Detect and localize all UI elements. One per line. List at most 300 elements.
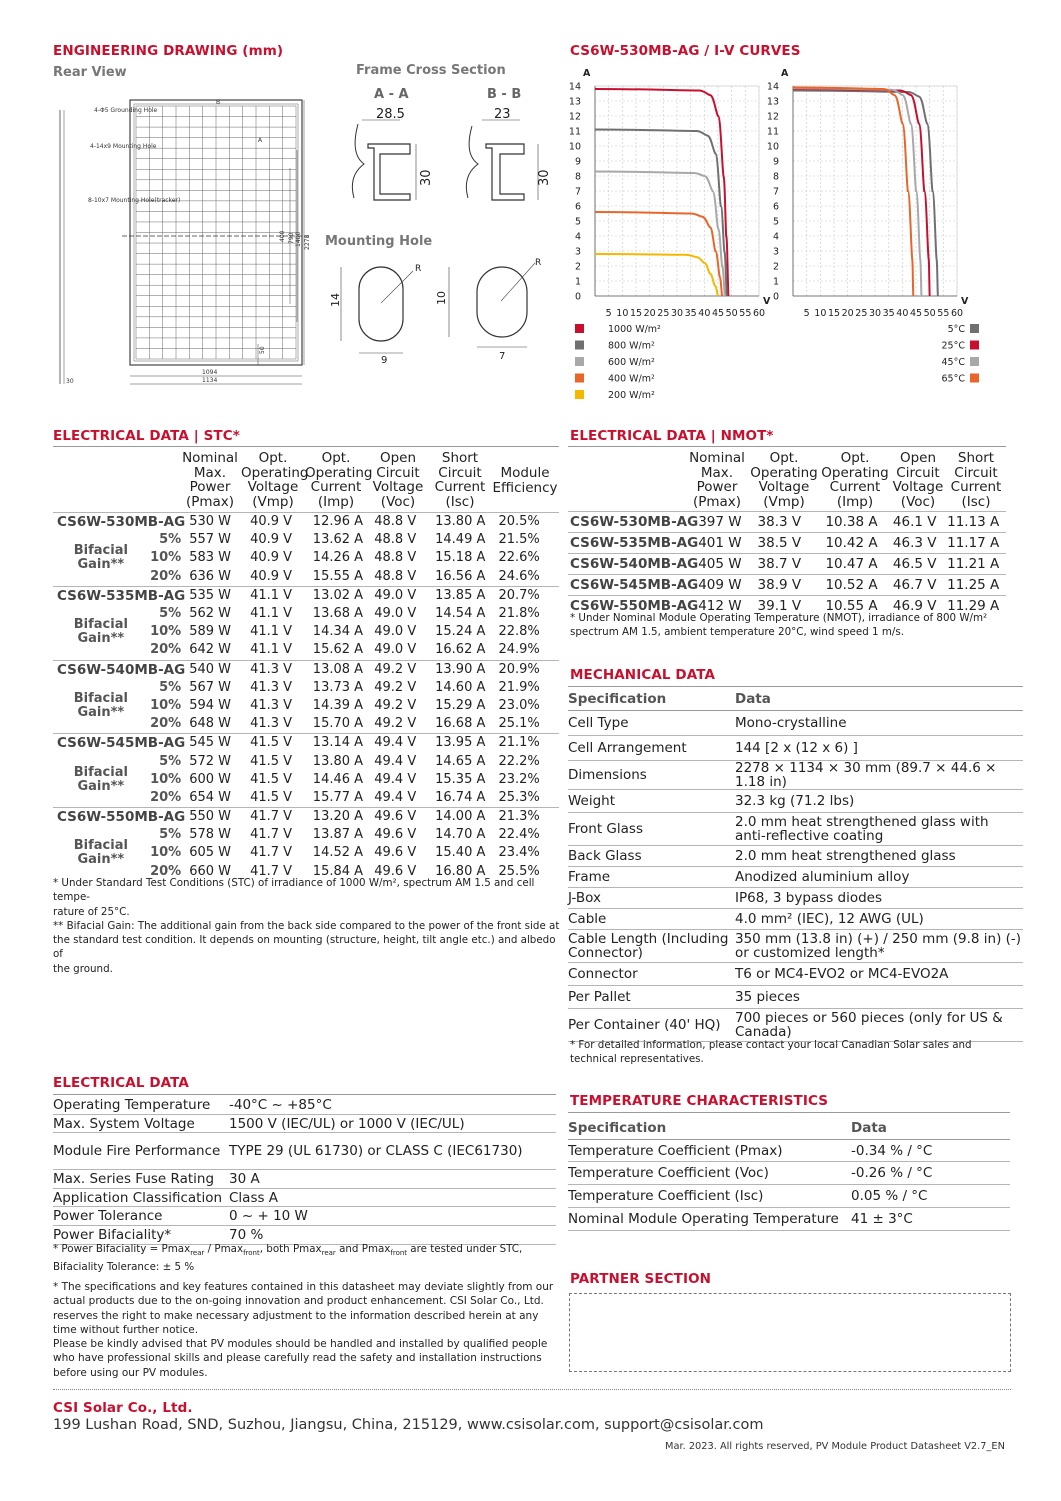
- mechanical-value: 35 pieces: [735, 986, 1023, 1009]
- nmot-cell: 397 W: [698, 512, 757, 533]
- stc-cell: 41.7 V: [250, 827, 293, 843]
- nmot-cell: 11.21 A: [947, 554, 1006, 575]
- legend-label: 25°C: [941, 340, 965, 352]
- mechanical-table: [568, 688, 1023, 1042]
- stc-cell: 41.3 V: [250, 679, 293, 695]
- temp-y-tick: 1: [772, 276, 779, 288]
- temp-x-tick: 20: [841, 308, 854, 319]
- stc-cell: 49.4 V: [374, 771, 417, 787]
- stc-cell: 14.65 A: [435, 753, 486, 769]
- nmot-row: [568, 512, 1006, 533]
- stc-model-name: CS6W-535MB-AG: [53, 586, 185, 605]
- temperature-key: Temperature Coefficient (Voc): [568, 1162, 851, 1185]
- frame-cross-section-drawing: [340, 104, 570, 214]
- mh-right-width: 7: [499, 351, 506, 362]
- mechanical-row: [568, 790, 1023, 813]
- stc-cell: 15.77 A: [312, 789, 364, 805]
- legend-label: 600 W/m²: [608, 357, 655, 368]
- bifacial-gain-label: Bifacial Gain**: [73, 838, 128, 868]
- gain-pct: 10%: [150, 550, 182, 566]
- stc-note-1b: rature of 25°C.: [53, 905, 130, 918]
- temp-y-tick: 4: [772, 231, 779, 243]
- stc-cell: 49.4 V: [374, 753, 417, 769]
- nmot-model-name: CS6W-530MB-AG: [568, 512, 698, 533]
- gain-pct: 10%: [150, 771, 182, 787]
- stc-cell: 41.1 V: [250, 642, 293, 658]
- bifacial-gain-label: Bifacial Gain**: [73, 690, 128, 720]
- partner-title: PARTNER SECTION: [570, 1271, 712, 1287]
- nmot-cell: 412 W: [698, 596, 757, 617]
- stc-header-col: Opt. Operating Voltage (Vmp): [241, 450, 309, 510]
- electrical-table: [53, 1096, 556, 1245]
- stc-model-row: [53, 586, 559, 605]
- nmot-cell: 405 W: [698, 554, 757, 575]
- mechanical-row: [568, 761, 1023, 790]
- electrical-key: Power Tolerance: [53, 1207, 229, 1226]
- stc-cell: 41.1 V: [246, 586, 309, 605]
- bb-height-dim: 30: [537, 169, 552, 186]
- iv-curves-chart: [565, 62, 985, 410]
- stc-cell: 13.95 A: [431, 734, 494, 753]
- iv-title: CS6W-530MB-AG / I-V CURVES: [570, 43, 801, 59]
- stc-cell: 41.3 V: [250, 697, 293, 713]
- stc-cell: 49.4 V: [370, 734, 431, 753]
- legend-label: 45°C: [941, 357, 965, 368]
- stc-cell: 15.70 A: [312, 716, 364, 732]
- irr-x-tick: 20: [643, 308, 656, 319]
- disclaimer-p1: * The specifications and key features contained in this datasheet may deviate slightly from our actual products due to the on-going innovation and product enhancement. CSI Solar Co., Ltd. reserves the right to make necessary adjustment to the information described herein at any time without further notice.: [53, 1281, 554, 1336]
- nmot-header-row: [568, 451, 1006, 513]
- legend-label: 65°C: [941, 373, 965, 385]
- stc-cell: 40.9 V: [250, 550, 293, 566]
- stc-model-name: CS6W-540MB-AG: [53, 660, 185, 679]
- mounting-hole-label: Mounting Hole: [325, 234, 433, 249]
- irr-x-tick: 35: [684, 308, 697, 319]
- footer-divider: [53, 1389, 1011, 1390]
- electrical-value: -40°C ~ +85°C: [229, 1096, 556, 1115]
- legend-swatch: [575, 324, 584, 333]
- stc-notes: [53, 876, 563, 976]
- legend-swatch: [575, 374, 584, 383]
- stc-cell: 49.6 V: [374, 845, 417, 861]
- mechanical-key: Cable: [568, 909, 735, 930]
- stc-cell: 15.35 A: [435, 771, 486, 787]
- dim-1400: 1400: [295, 231, 302, 247]
- nmot-model-name: CS6W-540MB-AG: [568, 554, 698, 575]
- stc-cell: 14.49 A: [435, 532, 486, 548]
- stc-cell: 49.2 V: [374, 679, 417, 695]
- irr-y-tick: 7: [574, 186, 581, 198]
- stc-cell: 14.46 A: [312, 771, 364, 787]
- mechanical-key: Front Glass: [568, 813, 735, 846]
- nmot-cell: 38.7 V: [758, 554, 826, 575]
- nmot-cell: 11.17 A: [947, 533, 1006, 554]
- irr-x-tick: 15: [629, 308, 643, 319]
- mechanical-row: [568, 1009, 1023, 1042]
- nmot-model-name: CS6W-550MB-AG: [568, 596, 698, 617]
- temp-y-tick: 11: [766, 126, 779, 138]
- mounting-hole-drawing: [325, 255, 555, 365]
- gain-pct: 20%: [150, 568, 182, 584]
- temp-x-tick: 45: [909, 308, 923, 319]
- electrical-row: [53, 1170, 556, 1189]
- irr-y-tick: 1: [574, 276, 581, 288]
- engineering-title: ENGINEERING DRAWING (mm): [53, 43, 284, 59]
- stc-cell: 21.1%: [494, 734, 559, 753]
- mechanical-note: * For detailed information, please contact your local Canadian Solar sales and technical representatives.: [570, 1039, 972, 1066]
- stc-cell: 578 W: [189, 827, 232, 843]
- irr-y-tick: 12: [568, 111, 581, 123]
- stc-cell: 13.87 A: [312, 827, 364, 843]
- mechanical-value: T6 or MC4-EVO2 or MC4-EVO2A: [735, 963, 1023, 986]
- electrical-row: [53, 1207, 556, 1226]
- legend-swatch: [575, 357, 584, 366]
- stc-cell: 13.20 A: [309, 808, 370, 827]
- footer-company: CSI Solar Co., Ltd.: [53, 1400, 193, 1416]
- gain-pct: 5%: [159, 606, 182, 622]
- gain-pct: 20%: [150, 863, 182, 879]
- mechanical-title: MECHANICAL DATA: [570, 667, 716, 683]
- mechanical-row: [568, 930, 1023, 963]
- footer-address: 199 Lushan Road, SND, Suzhou, Jiangsu, China, 215129, www.csisolar.com, support@csisolar.com: [53, 1417, 764, 1433]
- electrical-row: [53, 1096, 556, 1115]
- mechanical-value: 32.3 kg (71.2 lbs): [735, 790, 1023, 813]
- stc-table: [53, 512, 559, 881]
- nmot-cell: 38.3 V: [758, 512, 826, 533]
- stc-cell: 25.3%: [498, 789, 540, 805]
- temperature-key: Temperature Coefficient (Pmax): [568, 1140, 851, 1162]
- temp-x-tick: 5: [803, 308, 810, 319]
- legend-swatch: [970, 341, 979, 350]
- stc-cell: 562 W: [189, 606, 232, 622]
- stc-model-row: [53, 513, 559, 532]
- stc-header-col: Opt. Operating Current (Imp): [305, 450, 373, 510]
- stc-cell: 15.62 A: [312, 642, 364, 658]
- mechanical-value: Anodized aluminium alloy: [735, 867, 1023, 888]
- stc-cell: 15.55 A: [312, 568, 364, 584]
- mh-left-r: R: [415, 264, 422, 274]
- stc-cell: 594 W: [189, 697, 232, 713]
- legend-swatch: [575, 390, 584, 399]
- temp-x-tick: 60: [950, 308, 964, 319]
- stc-cell: 14.26 A: [312, 550, 364, 566]
- stc-cell: 49.2 V: [374, 716, 417, 732]
- nmot-model-name: CS6W-545MB-AG: [568, 575, 698, 596]
- mechanical-row: [568, 888, 1023, 909]
- legend-label: 200 W/m²: [608, 390, 655, 401]
- mechanical-key: Frame: [568, 867, 735, 888]
- irr-y-tick: 0: [574, 291, 581, 303]
- electrical-note: * Power Bifaciality = Pmax$_{rear}$ / Pmax$_{front}$, both Pmax$_{rear}$ and Pmax$_{front}$ are tested under STC, Bifaciality Tolerance: ± 5 %: [53, 1243, 523, 1274]
- stc-cell: 13.02 A: [309, 586, 370, 605]
- stc-cell: 15.29 A: [435, 697, 486, 713]
- stc-cell: 49.6 V: [374, 827, 417, 843]
- stc-title: ELECTRICAL DATA | STC*: [53, 428, 240, 444]
- stc-cell: 13.62 A: [312, 532, 364, 548]
- nmot-cell: 11.25 A: [947, 575, 1006, 596]
- stc-cell: 41.5 V: [250, 771, 293, 787]
- stc-cell: 16.68 A: [435, 716, 486, 732]
- electrical-value: 70 %: [229, 1226, 556, 1245]
- frame-cross-section-label: Frame Cross Section: [356, 63, 506, 78]
- irr-x-tick: 55: [739, 308, 752, 319]
- stc-cell: 14.60 A: [435, 679, 486, 695]
- temp-y-tick: 8: [772, 171, 779, 183]
- stc-cell: 14.00 A: [431, 808, 494, 827]
- irr-x-tick: 40: [698, 308, 711, 319]
- rear-view-label: Rear View: [53, 65, 127, 80]
- stc-model-name: CS6W-530MB-AG: [53, 513, 185, 532]
- stc-cell: 40.9 V: [250, 568, 293, 584]
- stc-cell: 648 W: [189, 716, 232, 732]
- temp-x-tick: 10: [814, 308, 827, 319]
- irr-x-tick: 45: [711, 308, 725, 319]
- temp-x-tick: 35: [882, 308, 895, 319]
- stc-note-2a: ** Bifacial Gain: The additional gain from the back side compared to the power of the front side at: [53, 919, 560, 932]
- rear-view-drawing: [52, 92, 324, 392]
- stc-cell: 48.8 V: [374, 532, 417, 548]
- mechanical-row: [568, 867, 1023, 888]
- irr-x-tick: 50: [725, 308, 738, 319]
- nmot-header-col: Nominal Max. Power (Pmax): [689, 450, 745, 510]
- stc-cell: 21.3%: [494, 808, 559, 827]
- stc-cell: 21.8%: [498, 606, 540, 622]
- marker-a: A: [258, 137, 263, 144]
- temperature-row: [568, 1140, 1010, 1162]
- mechanical-row: [568, 909, 1023, 930]
- temp-y-tick: 0: [772, 291, 779, 303]
- nmot-cell: 10.52 A: [825, 575, 892, 596]
- nmot-cell: 46.5 V: [893, 554, 947, 575]
- stc-cell: 14.70 A: [435, 827, 486, 843]
- stc-cell: 660 W: [189, 863, 232, 879]
- irr-x-tick: 25: [657, 308, 670, 319]
- dim-790: 790: [288, 232, 295, 244]
- mechanical-value: 700 pieces or 560 pieces (only for US & Canada): [735, 1009, 1023, 1042]
- electrical-key: Power Bifaciality*: [53, 1226, 229, 1245]
- gain-pct: 10%: [150, 845, 182, 861]
- stc-cell: 23.2%: [498, 771, 540, 787]
- stc-cell: 23.4%: [498, 845, 540, 861]
- tracker-hole-text: 8-10x7 Mounting Hole(tracker): [88, 197, 181, 204]
- legend-label: 5°C: [947, 324, 965, 335]
- mechanical-value: 144 [2 x (12 x 6) ]: [735, 736, 1023, 761]
- nmot-row: [568, 533, 1006, 554]
- stc-cell: 22.8%: [498, 624, 540, 640]
- temperature-table: [568, 1117, 1010, 1231]
- electrical-row: [53, 1115, 556, 1133]
- mechanical-row: [568, 986, 1023, 1009]
- nmot-title: ELECTRICAL DATA | NMOT*: [570, 428, 774, 444]
- section-bb-label: B - B: [487, 87, 522, 102]
- nmot-cell: 46.9 V: [893, 596, 947, 617]
- temp-x-tick: 40: [896, 308, 909, 319]
- mechanical-row: [568, 736, 1023, 761]
- nmot-cell: 38.9 V: [758, 575, 826, 596]
- stc-gain-row: [53, 826, 559, 844]
- stc-cell: 13.68 A: [312, 606, 364, 622]
- dim-30: 30: [66, 378, 74, 385]
- mechanical-value: IP68, 3 bypass diodes: [735, 888, 1023, 909]
- gain-pct: 10%: [150, 624, 182, 640]
- stc-cell: 13.85 A: [431, 586, 494, 605]
- stc-note-2c: the ground.: [53, 962, 113, 975]
- temperature-key: Temperature Coefficient (Isc): [568, 1185, 851, 1208]
- stc-cell: 600 W: [189, 771, 232, 787]
- stc-cell: 49.6 V: [374, 863, 417, 879]
- irr-y-tick: 11: [568, 126, 581, 138]
- irr-y-tick: 2: [574, 261, 581, 273]
- electrical-value: 0 ~ + 10 W: [229, 1207, 556, 1226]
- irr-y-tick: 9: [574, 156, 581, 168]
- temp-y-tick: 14: [766, 81, 779, 93]
- gain-pct: 5%: [159, 532, 182, 548]
- stc-cell: 41.5 V: [246, 734, 309, 753]
- mechanical-value: 350 mm (13.8 in) (+) / 250 mm (9.8 in) (-) or customized length*: [735, 931, 1022, 961]
- nmot-cell: 10.38 A: [825, 512, 892, 533]
- stc-note-1a: * Under Standard Test Conditions (STC) of irradiance of 1000 W/m², spectrum AM 1.5 and cell tempe-: [53, 877, 535, 904]
- stc-header-col: Short Circuit Current (Isc): [434, 450, 486, 510]
- electrical-key: Max. Series Fuse Rating: [53, 1170, 229, 1189]
- stc-cell: 540 W: [185, 660, 246, 679]
- stc-cell: 41.1 V: [250, 606, 293, 622]
- irr-y-tick: 6: [574, 201, 581, 213]
- irr-x-tick: 30: [670, 308, 684, 319]
- gain-pct: 5%: [159, 827, 182, 843]
- temp-x-tick: 25: [855, 308, 868, 319]
- mechanical-key: Cable Length (Including Connector): [568, 930, 735, 963]
- mechanical-row: [568, 963, 1023, 986]
- stc-cell: 21.9%: [498, 679, 540, 695]
- mechanical-row: [568, 846, 1023, 867]
- disclaimer: [53, 1280, 560, 1380]
- stc-header-col: Open Circuit Voltage (Voc): [372, 450, 424, 510]
- stc-cell: 642 W: [189, 642, 232, 658]
- stc-model-name: CS6W-550MB-AG: [53, 808, 185, 827]
- temp-y-tick: 7: [772, 186, 779, 198]
- stc-cell: 15.24 A: [435, 624, 486, 640]
- stc-note-2b: the standard test condition. It depends on mounting (structure, height, tilt angle etc.) and albedo of: [53, 934, 556, 961]
- electrical-key: Module Fire Performance: [53, 1133, 229, 1170]
- temp-y-tick: 6: [772, 201, 779, 213]
- legend-swatch: [970, 357, 979, 366]
- stc-cell: 25.5%: [498, 863, 540, 879]
- nmot-header-col: Short Circuit Current (Isc): [950, 450, 1002, 510]
- mh-left-width: 9: [381, 355, 388, 365]
- dim-50: 50: [259, 346, 266, 354]
- stc-cell: 13.80 A: [312, 753, 364, 769]
- temperature-row: [568, 1162, 1010, 1185]
- mechanical-col-data: Data: [735, 688, 1023, 711]
- stc-cell: 40.9 V: [250, 532, 293, 548]
- irr-x-tick: 5: [605, 308, 612, 319]
- gain-pct: 10%: [150, 697, 182, 713]
- nmot-row: [568, 575, 1006, 596]
- temperature-col-spec: Specification: [568, 1117, 851, 1140]
- stc-model-row: [53, 660, 559, 679]
- stc-cell: 24.9%: [498, 642, 540, 658]
- nmot-note-1: * Under Nominal Module Operating Temperature (NMOT), irradiance of 800 W/m²: [570, 612, 988, 624]
- temperature-value: 41 ± 3°C: [851, 1208, 1010, 1231]
- nmot-row: [568, 554, 1006, 575]
- temp-x-tick: 15: [827, 308, 841, 319]
- electrical-row: [53, 1133, 556, 1170]
- temp-x-unit: V: [961, 296, 969, 307]
- iv-temperature-plot: [767, 68, 969, 319]
- legend-swatch: [575, 341, 584, 350]
- stc-cell: 16.62 A: [435, 642, 486, 658]
- temperature-value: -0.26 % / °C: [851, 1162, 1010, 1185]
- stc-cell: 572 W: [189, 753, 232, 769]
- iv-irradiance-plot: [569, 68, 771, 319]
- temp-y-tick: 9: [772, 156, 779, 168]
- stc-cell: 49.2 V: [370, 660, 431, 679]
- dim-1094: 1094: [202, 369, 218, 376]
- mh-right-height: 10: [435, 291, 448, 305]
- gain-pct: 5%: [159, 753, 182, 769]
- marker-b: B: [216, 99, 221, 106]
- nmot-header-col: Opt. Operating Voltage (Vmp): [750, 450, 818, 510]
- temperature-value: 0.05 % / °C: [851, 1185, 1010, 1208]
- stc-cell: 530 W: [185, 513, 246, 532]
- mechanical-key: Per Pallet: [568, 986, 735, 1009]
- stc-cell: 24.6%: [498, 568, 540, 584]
- stc-gain-row: [53, 679, 559, 697]
- mechanical-row: [568, 711, 1023, 736]
- section-aa-label: A - A: [374, 87, 409, 102]
- stc-cell: 41.7 V: [246, 808, 309, 827]
- stc-model-row: [53, 734, 559, 753]
- stc-cell: 15.40 A: [435, 845, 486, 861]
- stc-cell: 41.7 V: [250, 845, 293, 861]
- stc-header-col: Module Efficiency: [492, 465, 558, 496]
- nmot-cell: 11.13 A: [947, 512, 1006, 533]
- mechanical-header-row: [568, 688, 1023, 711]
- electrical-title: ELECTRICAL DATA: [53, 1075, 189, 1091]
- mounting-hole-text: 4-14x9 Mounting Hole: [90, 143, 157, 150]
- stc-cell: 14.39 A: [312, 697, 364, 713]
- stc-cell: 49.2 V: [374, 697, 417, 713]
- legend-label: 400 W/m²: [608, 373, 655, 385]
- stc-cell: 20.9%: [494, 660, 559, 679]
- stc-model-row: [53, 808, 559, 827]
- grounding-hole-text: 4-Φ5 Grounding Hole: [94, 107, 158, 114]
- stc-cell: 605 W: [189, 845, 232, 861]
- mechanical-col-spec: Specification: [568, 688, 735, 711]
- mechanical-key: Back Glass: [568, 846, 735, 867]
- mechanical-value: 2278 × 1134 × 30 mm (89.7 × 44.6 × 1.18 in): [735, 761, 1023, 790]
- temp-y-tick: 10: [766, 141, 779, 153]
- bb-width-dim: 23: [494, 107, 511, 122]
- stc-cell: 21.5%: [498, 532, 540, 548]
- stc-cell: 13.73 A: [312, 679, 364, 695]
- nmot-cell: 10.55 A: [825, 596, 892, 617]
- mechanical-key: Connector: [568, 963, 735, 986]
- gain-pct: 5%: [159, 679, 182, 695]
- stc-cell: 49.6 V: [370, 808, 431, 827]
- electrical-value: 30 A: [229, 1170, 556, 1189]
- gain-pct: 20%: [150, 716, 182, 732]
- electrical-value: 1500 V (IEC/UL) or 1000 V (IEC/UL): [229, 1115, 556, 1133]
- irr-y-tick: 10: [568, 141, 581, 153]
- temp-x-tick: 50: [923, 308, 936, 319]
- electrical-key: Max. System Voltage: [53, 1115, 229, 1133]
- irr-y-tick: 4: [574, 231, 581, 243]
- dim-1134: 1134: [202, 377, 218, 384]
- dim-400: 400: [279, 230, 286, 242]
- mh-right-r: R: [535, 258, 542, 268]
- nmot-cell: 38.5 V: [758, 533, 826, 554]
